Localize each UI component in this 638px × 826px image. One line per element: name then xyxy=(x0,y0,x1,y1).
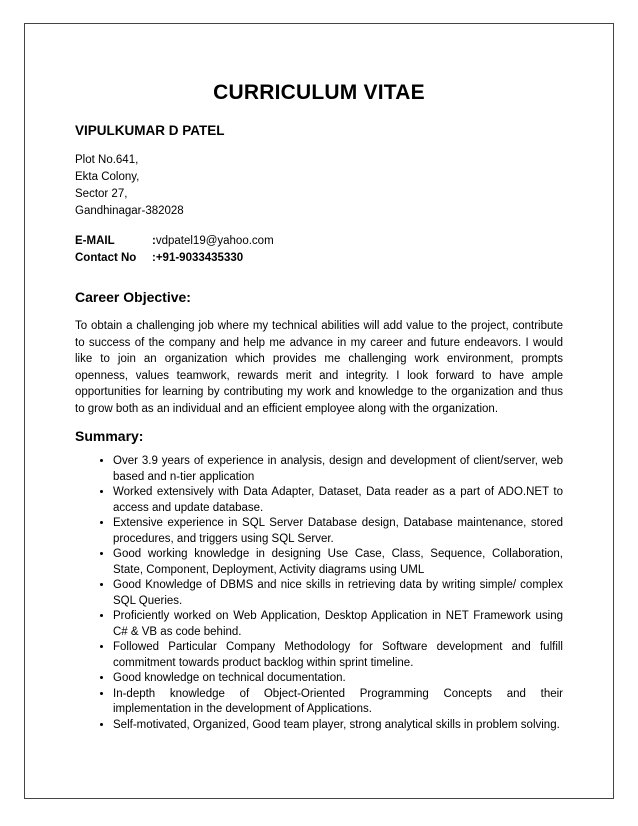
candidate-name: VIPULKUMAR D PATEL xyxy=(75,123,225,138)
list-item: • In-depth knowledge of Object-Oriented Programming Concepts and their implementation in the development of Applications. xyxy=(113,687,563,718)
list-item: • Proficiently worked on Web Application, Desktop Application in NET Framework using C# & VB as code behind. xyxy=(113,609,563,640)
resume-content xyxy=(75,78,563,733)
document-title: CURRICULUM VITAE xyxy=(213,81,425,104)
objective-text: To obtain a challenging job where my technical abilities will add value to the project, contribute to success of the company and help me advance in my career and future endeavors. I would like to join an organization which provides me challenging work environment, prompts openness, values teamwork, rewards merit and integrity. I look forward to have ample opportunities for learning by contributing my work and knowledge to the organization and thus to grow both as an individual and an efficient employee along with the organization. xyxy=(75,320,563,415)
phone-label: Contact No xyxy=(75,252,137,264)
address-line: Gandhinagar-382028 xyxy=(75,205,184,217)
list-item: • Over 3.9 years of experience in analysis, design and development of client/server, web based and n-tier application xyxy=(113,454,563,485)
summary-list xyxy=(75,454,563,733)
summary-heading: Summary: xyxy=(75,428,144,444)
address-line: Sector 27, xyxy=(75,188,128,200)
phone-row xyxy=(75,250,563,267)
email-row xyxy=(75,233,563,250)
email-separator: : xyxy=(152,235,156,247)
list-item: • Worked extensively with Data Adapter, Dataset, Data reader as a part of ADO.NET to access and update database. xyxy=(113,485,563,516)
address-line: Ekta Colony, xyxy=(75,171,140,183)
list-item: • Followed Particular Company Methodology for Software development and fulfill commitment towards product backlog within sprint timeline. xyxy=(113,640,563,671)
email-value: vdpatel19@yahoo.com xyxy=(155,235,274,247)
objective-heading: Career Objective: xyxy=(75,289,191,305)
contact-block xyxy=(75,233,563,267)
list-item: • Good Knowledge of DBMS and nice skills in retrieving data by writing simple/ complex SQL Queries. xyxy=(113,578,563,609)
list-item: • Good knowledge on technical documentation. xyxy=(113,671,563,687)
list-item: • Extensive experience in SQL Server Database design, Database maintenance, stored procedures, and triggers using SQL Server. xyxy=(113,516,563,547)
address-line: Plot No.641, xyxy=(75,154,139,166)
list-item: • Good working knowledge in designing Use Case, Class, Sequence, Collaboration, State, Component, Deployment, Activity diagrams using UML xyxy=(113,547,563,578)
phone-value: +91-9033435330 xyxy=(155,252,244,264)
address-block xyxy=(75,152,563,220)
phone-separator: : xyxy=(152,252,156,264)
email-label: E-MAIL xyxy=(75,235,115,247)
list-item: • Self-motivated, Organized, Good team player, strong analytical skills in problem solving. xyxy=(113,718,563,734)
